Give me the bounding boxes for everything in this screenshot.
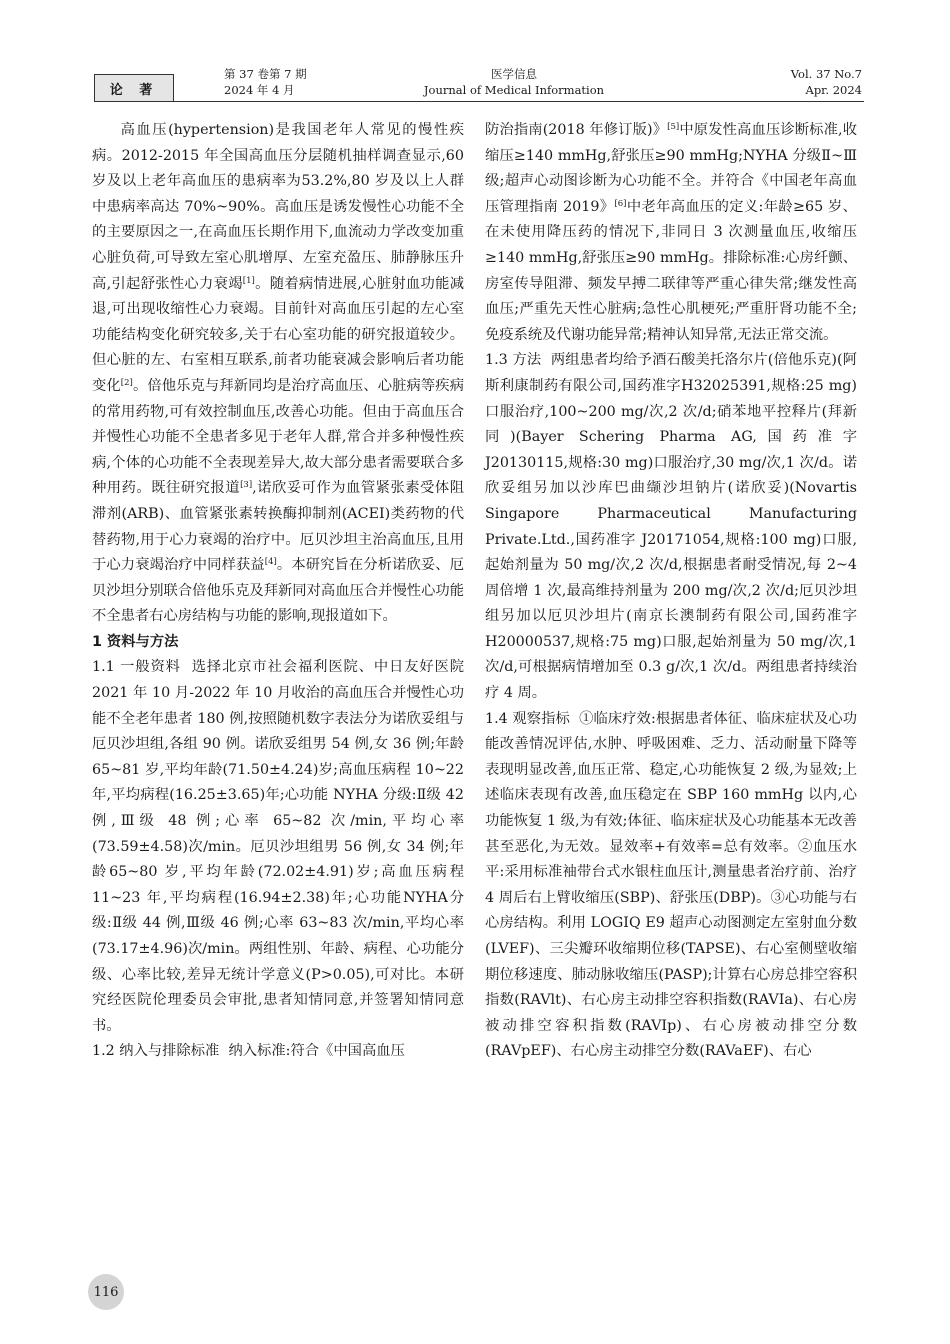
header-rule	[174, 101, 864, 102]
subsection-observation: 1.4 观察指标 ①临床疗效:根据患者体征、临床症状及心功能改善情况评估,水肿、呼吸困难、乏力、活动耐量下降等表现明显改善,血压正常、稳定,心功能恢复 2 级,为显效;上述临床表现有改善,血压稳定在 SBP 160 mmHg 以内,心功能恢复 1 级,为有效;体征、临床症状及心功能基本无改善甚至恶化,为无效。显效率+有效率=总有效率。②血压水平:采用标准袖带台式水银柱血压计,测量患者治疗前、治疗 4 周后右上臂收缩压(SBP)、舒张压(DBP)。③心功能与右心房结构。利用 LOGIQ E9 超声心动图测定左室射血分数(LVEF)、三尖瓣环收缩期位移(TAPSE)、右心室侧壁收缩期位移速度、肺动脉收缩压(PASP);计算右心房总排空容积指数(RAVlt)、右心房主动排空容积指数(RAVIa)、右心房被动排空容积指数(RAVIp)、右心房被动排空分数(RAVpEF)、右心房主动排空分数(RAVaEF)、右心	[485, 710, 858, 1060]
subsection-heading-1-1: 1.1 一般资料	[92, 659, 181, 676]
subsection-general-data: 1.1 一般资料 选择北京市社会福利医院、中日友好医院 2021 年 10 月-2022 年 10 月收治的高血压合并慢性心功能不全老年患者 180 例,按照随机数字表法分为诺欣妥组与厄贝沙坦组,各组 90 例。诺欣妥组男 54 例,女 36 例;年龄 65~81 岁,平均年龄(71.50±4.24)岁;高血压病程 10~22 年,平均病程(16.25±3.65)年;心功能 NYHA 分级:Ⅱ级 42 例,Ⅲ级 48 例;心率 65~82 次/min,平均心率(73.59±4.58)次/min。厄贝沙坦组男 56 例,女 34 例;年龄65~80 岁,平均年龄(72.02±4.91)岁;高血压病程11~23 年,平均病程(16.94±2.38)年;心功能NYHA分级:Ⅱ级 44 例,Ⅲ级 46 例;心率 63~83 次/min,平均心率(73.17±4.96)次/min。两组性别、年龄、病程、心功能分级、心率比较,差异无统计学意义(P>0.05),可对比。本研究经医院伦理委员会审批,患者知情同意,并签署知情同意书。	[92, 659, 465, 1034]
date-en: Apr. 2024	[805, 83, 862, 97]
page-number: 116	[88, 1274, 124, 1310]
citation-3[interactable]: [3]	[240, 480, 253, 491]
journal-name-en: Journal of Medical Information	[423, 83, 605, 97]
header-issue-cn	[224, 66, 307, 98]
subsection-methods: 1.3 方法 两组患者均给予酒石酸美托洛尔片(倍他乐克)(阿斯利康制药有限公司,国药准字H32025391,规格:25 mg)口服治疗,100~200 mg/次,2 次/d;硝苯地平控释片(拜新同)(Bayer Schering Pharma AG,国药准字 J20130115,规格:30 mg)口服治疗,30 mg/次,1 次/d。诺欣妥组另加以沙库巴曲缬沙坦钠片(诺欣妥)(Novartis Singapore Pharmaceutical Manufacturing Private.Ltd.,国药准字 J20171054,规格:100 mg)口服,起始剂量为 50 mg/次,2 次/d,根据患者耐受情况,每 2~4 周倍增 1 次,最高维持剂量为 200 mg/次,2 次/d;厄贝沙坦组另加以厄贝沙坦片(南京长澳制药有限公司,国药准字H20000537,规格:75 mg)口服,起始剂量为 50 mg/次,1 次/d,可根据病情增加至 0.3 g/次,1 次/d。两组患者持续治疗 4 周。	[485, 352, 858, 702]
subsection-heading-1-3: 1.3 方法	[485, 352, 542, 369]
subsection-criteria-start: 1.2 纳入与排除标准 纳入标准:符合《中国高血压	[92, 1043, 405, 1060]
page-header	[94, 66, 864, 102]
volume-cn: 第 37 卷第 7 期	[224, 67, 307, 81]
citation-6[interactable]: [6]	[614, 198, 627, 209]
header-issue-en	[791, 66, 862, 98]
date-cn: 2024 年 4 月	[224, 83, 295, 97]
intro-paragraph: 高血压(hypertension)是我国老年人常见的慢性疾病。2012-2015 年全国高血压分层随机抽样调查显示,60 岁及以上老年高血压的患病率为53.2%,80 岁及以上人群中患病率高达 70%~90%。高血压是诱发慢性心功能不全的主要原因之一,在高血压长期作用下,血流动力学改变加重心脏负荷,可导致左室心肌增厚、左室充盈压、肺静脉压升高,引起舒张性心力衰竭[1]。随着病情进展,心脏射血功能减退,可出现收缩性心力衰竭。目前针对高血压引起的左心室功能结构变化研究较多,关于右心室功能的研究报道较少。但心脏的左、右室相互联系,前者功能衰减会影响后者功能变化[2]。倍他乐克与拜新同均是治疗高血压、心脏病等疾病的常用药物,可有效控制血压,改善心功能。但由于高血压合并慢性心功能不全患者多见于老年人群,常合并多种慢性疾病,个体的心功能不全表现差异大,故大部分患者需要联合多种用药。既往研究报道[3],诺欣妥可作为血管紧张素受体阻滞剂(ARB)、血管紧张素转换酶抑制剂(ACEI)类药物的代替药物,用于心力衰竭的治疗中。厄贝沙坦主治高血压,且用于心力衰竭治疗中同样获益[4]。本研究旨在分析诺欣妥、厄贝沙坦分别联合倍他乐克及拜新同对高血压合并慢性心功能不全患者右心房结构与功能的影响,现报道如下。	[92, 122, 465, 625]
citation-4[interactable]: [4]	[264, 557, 277, 568]
citation-1[interactable]: [1]	[242, 275, 255, 286]
volume-en: Vol. 37 No.7	[790, 67, 862, 81]
citation-2[interactable]: [2]	[120, 377, 133, 388]
subsection-heading-1-2: 1.2 纳入与排除标准	[92, 1043, 220, 1060]
section-tag: 论 著	[94, 74, 174, 102]
citation-5[interactable]: [5]	[667, 122, 680, 132]
journal-name-cn: 医学信息	[491, 67, 537, 81]
subsection-heading-1-4: 1.4 观察指标	[485, 710, 570, 727]
section-heading-materials-methods: 1 资料与方法	[92, 633, 179, 650]
criteria-paragraph: 防治指南(2018 年修订版)》[5]中原发性高血压诊断标准,收缩压≥140 mmHg,舒张压≥90 mmHg;NYHA 分级Ⅱ~Ⅲ级;超声心动图诊断为心功能不全。并符合《中国老年高血压管理指南 2019》[6]中老年高血压的定义:年龄≥65 岁、在未使用降压药的情况下,非同日 3 次测量血压,收缩压≥140 mmHg,舒张压≥90 mmHg。排除标准:心房纤颤、房室传导阻滞、频发早搏二联律等严重心律失常;继发性高血压;严重先天性心脏病;急性心肌梗死;严重肝肾功能不全;免疫系统及代谢功能异常;精神认知异常,无法正常交流。	[485, 122, 857, 343]
right-column	[485, 118, 857, 1065]
header-journal	[394, 66, 634, 98]
left-column	[92, 118, 464, 1065]
